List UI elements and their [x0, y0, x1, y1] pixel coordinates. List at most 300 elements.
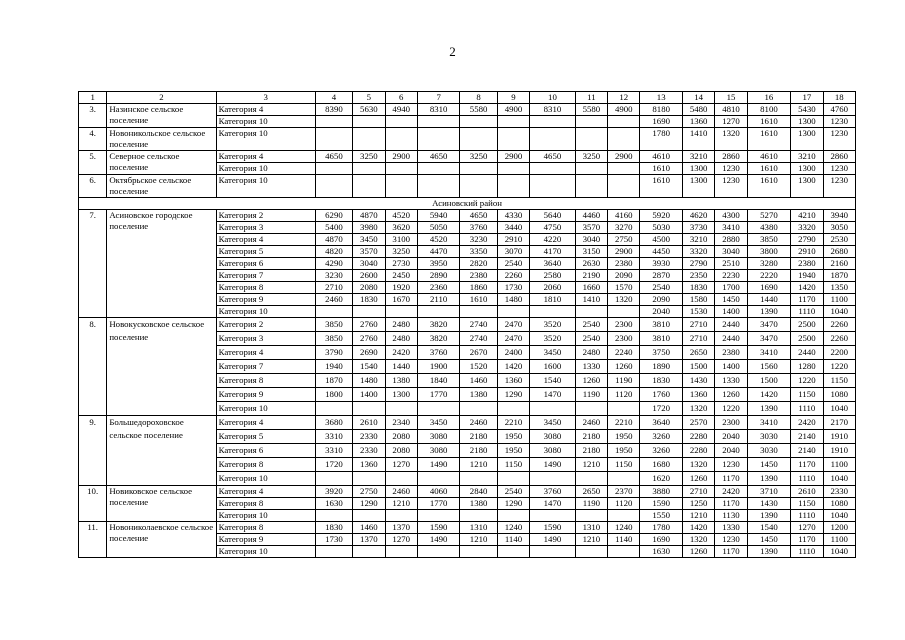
value-cell: 2260 [823, 318, 855, 332]
value-cell: 3440 [497, 222, 529, 234]
value-cell [530, 163, 576, 175]
category-cell: Категория 3 [216, 222, 315, 234]
value-cell: 1290 [497, 388, 529, 402]
page-number: 2 [449, 44, 456, 59]
value-cell: 2740 [460, 332, 497, 346]
value-cell: 2090 [608, 270, 640, 282]
value-cell: 2350 [682, 270, 714, 282]
value-cell: 3030 [747, 430, 791, 444]
value-cell: 1350 [823, 282, 855, 294]
value-cell: 1220 [715, 402, 747, 416]
value-cell: 3230 [315, 270, 352, 282]
column-header: 8 [460, 92, 497, 104]
value-cell: 1610 [747, 163, 791, 175]
value-cell [417, 163, 459, 175]
value-cell: 4750 [530, 222, 576, 234]
value-cell: 4520 [385, 210, 417, 222]
table-row [79, 104, 856, 116]
column-header: 12 [608, 92, 640, 104]
value-cell [315, 116, 352, 128]
value-cell: 2880 [715, 234, 747, 246]
value-cell: 1170 [791, 458, 823, 472]
value-cell: 1800 [315, 388, 352, 402]
value-cell: 1230 [715, 534, 747, 546]
value-cell: 1110 [791, 306, 823, 318]
value-cell: 2790 [791, 234, 823, 246]
value-cell: 4220 [530, 234, 576, 246]
value-cell: 1590 [640, 498, 682, 510]
value-cell: 1290 [497, 498, 529, 510]
value-cell: 4060 [417, 486, 459, 498]
value-cell: 1300 [682, 163, 714, 175]
value-cell [530, 175, 576, 198]
category-cell: Категория 10 [216, 116, 315, 128]
value-cell: 1400 [715, 306, 747, 318]
value-cell: 2540 [575, 332, 607, 346]
value-cell: 1390 [747, 510, 791, 522]
value-cell: 2300 [608, 332, 640, 346]
value-cell [417, 128, 459, 151]
value-cell: 2040 [715, 444, 747, 458]
category-cell: Категория 10 [216, 402, 315, 416]
value-cell: 3250 [460, 151, 497, 163]
value-cell: 3800 [747, 246, 791, 258]
value-cell: 1290 [353, 498, 385, 510]
column-header: 1 [79, 92, 107, 104]
value-cell: 1540 [530, 374, 576, 388]
value-cell: 5580 [575, 104, 607, 116]
value-cell: 1460 [353, 522, 385, 534]
value-cell: 2580 [530, 270, 576, 282]
value-cell: 1390 [747, 402, 791, 416]
value-cell: 2180 [575, 444, 607, 458]
value-cell: 5940 [417, 210, 459, 222]
row-number: 8. [79, 318, 107, 416]
value-cell: 1950 [608, 444, 640, 458]
value-cell: 4650 [530, 151, 576, 163]
value-cell: 3850 [747, 234, 791, 246]
value-cell: 2610 [791, 486, 823, 498]
value-cell: 3070 [497, 246, 529, 258]
value-cell [608, 472, 640, 486]
value-cell: 3310 [315, 444, 352, 458]
table-row [79, 210, 856, 222]
value-cell: 1150 [497, 458, 529, 472]
value-cell: 4650 [417, 151, 459, 163]
value-cell: 3210 [791, 151, 823, 163]
value-cell: 3710 [747, 486, 791, 498]
value-cell: 1330 [715, 522, 747, 534]
value-cell: 3810 [640, 318, 682, 332]
value-cell: 2180 [460, 444, 497, 458]
value-cell: 5270 [747, 210, 791, 222]
value-cell [460, 175, 497, 198]
value-cell: 5920 [640, 210, 682, 222]
value-cell: 1170 [715, 472, 747, 486]
value-cell: 1150 [823, 374, 855, 388]
value-cell: 1570 [608, 282, 640, 294]
value-cell [385, 163, 417, 175]
value-cell: 2870 [640, 270, 682, 282]
value-cell: 3310 [315, 430, 352, 444]
value-cell: 2190 [575, 270, 607, 282]
value-cell: 1500 [747, 374, 791, 388]
value-cell: 1100 [823, 534, 855, 546]
value-cell: 1870 [315, 374, 352, 388]
value-cell: 4620 [682, 210, 714, 222]
value-cell: 2360 [417, 282, 459, 294]
value-cell [417, 546, 459, 558]
value-cell [530, 546, 576, 558]
value-cell: 1680 [640, 458, 682, 472]
value-cell: 1630 [315, 498, 352, 510]
value-cell: 4330 [497, 210, 529, 222]
value-cell: 1940 [315, 360, 352, 374]
column-header: 3 [216, 92, 315, 104]
value-cell: 2540 [497, 258, 529, 270]
value-cell: 4450 [640, 246, 682, 258]
category-cell: Категория 4 [216, 486, 315, 498]
district-row [79, 198, 856, 210]
value-cell [575, 163, 607, 175]
settlement-name: Новокусковское сельское поселение [107, 318, 216, 416]
table-row [79, 175, 856, 198]
value-cell: 1270 [715, 116, 747, 128]
value-cell: 3280 [747, 258, 791, 270]
value-cell: 2280 [682, 430, 714, 444]
value-cell: 3040 [715, 246, 747, 258]
value-cell: 2220 [747, 270, 791, 282]
value-cell: 1170 [715, 546, 747, 558]
value-cell [608, 306, 640, 318]
value-cell: 1130 [715, 510, 747, 522]
value-cell: 3940 [823, 210, 855, 222]
value-cell: 1660 [575, 282, 607, 294]
value-cell: 3260 [640, 444, 682, 458]
value-cell: 5580 [460, 104, 497, 116]
value-cell: 6290 [315, 210, 352, 222]
value-cell: 1610 [747, 128, 791, 151]
value-cell [315, 306, 352, 318]
table-row [79, 522, 856, 534]
value-cell: 1770 [417, 498, 459, 510]
value-cell: 3790 [315, 346, 352, 360]
value-cell: 2040 [640, 306, 682, 318]
value-cell [417, 402, 459, 416]
category-cell: Категория 5 [216, 246, 315, 258]
value-cell: 8180 [640, 104, 682, 116]
value-cell: 1480 [497, 294, 529, 306]
value-cell: 1410 [682, 128, 714, 151]
value-cell: 1370 [385, 522, 417, 534]
value-cell: 4650 [460, 210, 497, 222]
value-cell: 1900 [417, 360, 459, 374]
value-cell: 2080 [385, 430, 417, 444]
value-cell: 2280 [682, 444, 714, 458]
value-cell [608, 163, 640, 175]
category-cell: Категория 2 [216, 210, 315, 222]
value-cell: 1860 [460, 282, 497, 294]
value-cell: 1520 [460, 360, 497, 374]
value-cell: 2480 [385, 332, 417, 346]
value-cell [315, 546, 352, 558]
value-cell: 4870 [315, 234, 352, 246]
value-cell: 2140 [791, 444, 823, 458]
table-row [79, 486, 856, 498]
value-cell [608, 175, 640, 198]
value-cell: 1830 [315, 522, 352, 534]
value-cell: 2540 [640, 282, 682, 294]
value-cell: 2910 [791, 246, 823, 258]
value-cell [417, 510, 459, 522]
value-cell: 3100 [385, 234, 417, 246]
value-cell: 2370 [608, 486, 640, 498]
value-cell [608, 116, 640, 128]
value-cell: 1140 [608, 534, 640, 546]
value-cell [530, 116, 576, 128]
value-cell: 1170 [791, 534, 823, 546]
value-cell: 3950 [417, 258, 459, 270]
value-cell [530, 128, 576, 151]
row-number: 4. [79, 128, 107, 151]
value-cell: 1420 [497, 360, 529, 374]
value-cell: 1150 [791, 498, 823, 510]
value-cell: 2380 [608, 258, 640, 270]
value-cell [497, 116, 529, 128]
value-cell: 1300 [682, 175, 714, 198]
value-cell: 2380 [715, 346, 747, 360]
value-cell: 2060 [530, 282, 576, 294]
header-row [79, 92, 856, 104]
value-cell [497, 306, 529, 318]
value-cell: 5400 [315, 222, 352, 234]
column-header: 14 [682, 92, 714, 104]
value-cell [608, 402, 640, 416]
value-cell: 2910 [497, 234, 529, 246]
value-cell: 1910 [823, 444, 855, 458]
value-cell: 2540 [497, 486, 529, 498]
value-cell: 3270 [608, 222, 640, 234]
value-cell: 1280 [791, 360, 823, 374]
value-cell: 1040 [823, 546, 855, 558]
value-cell: 1040 [823, 510, 855, 522]
category-cell: Категория 9 [216, 294, 315, 306]
value-cell: 2460 [315, 294, 352, 306]
column-header: 6 [385, 92, 417, 104]
value-cell: 3640 [640, 416, 682, 430]
value-cell: 5480 [682, 104, 714, 116]
column-header: 5 [353, 92, 385, 104]
value-cell: 1610 [640, 163, 682, 175]
category-cell: Категория 10 [216, 472, 315, 486]
value-cell: 1480 [353, 374, 385, 388]
value-cell: 1190 [575, 498, 607, 510]
value-cell: 4820 [315, 246, 352, 258]
value-cell: 3410 [747, 346, 791, 360]
value-cell: 1190 [575, 388, 607, 402]
value-cell: 3450 [417, 416, 459, 430]
value-cell [497, 472, 529, 486]
value-cell: 1240 [608, 522, 640, 534]
value-cell: 1310 [460, 522, 497, 534]
value-cell: 1330 [575, 360, 607, 374]
value-cell: 5030 [640, 222, 682, 234]
value-cell: 1690 [747, 282, 791, 294]
value-cell [608, 128, 640, 151]
value-cell: 2480 [385, 318, 417, 332]
value-cell [575, 175, 607, 198]
table-body [79, 92, 856, 558]
value-cell: 1870 [823, 270, 855, 282]
value-cell [460, 546, 497, 558]
value-cell: 1230 [715, 458, 747, 472]
value-cell [460, 128, 497, 151]
value-cell: 2340 [385, 416, 417, 430]
value-cell: 2710 [682, 486, 714, 498]
value-cell: 1260 [682, 546, 714, 558]
value-cell: 1360 [682, 116, 714, 128]
value-cell: 1630 [640, 546, 682, 558]
value-cell: 2650 [682, 346, 714, 360]
value-cell: 3520 [530, 332, 576, 346]
value-cell [575, 306, 607, 318]
category-cell: Категория 8 [216, 282, 315, 294]
value-cell: 1110 [791, 546, 823, 558]
value-cell: 3320 [791, 222, 823, 234]
value-cell: 1320 [715, 128, 747, 151]
value-cell: 1300 [791, 128, 823, 151]
value-cell [608, 510, 640, 522]
value-cell: 1540 [353, 360, 385, 374]
value-cell [497, 175, 529, 198]
value-cell: 4940 [385, 104, 417, 116]
value-cell: 1400 [715, 360, 747, 374]
value-cell: 1830 [353, 294, 385, 306]
value-cell: 1170 [715, 498, 747, 510]
value-cell: 1370 [353, 534, 385, 546]
settlement-name: Октябрьское сельское поселение [107, 175, 216, 198]
value-cell: 4900 [497, 104, 529, 116]
value-cell: 2610 [353, 416, 385, 430]
row-number: 7. [79, 210, 107, 318]
value-cell: 3450 [530, 346, 576, 360]
value-cell: 2750 [353, 486, 385, 498]
value-cell: 1610 [640, 175, 682, 198]
value-cell: 2820 [460, 258, 497, 270]
column-header: 11 [575, 92, 607, 104]
category-cell: Категория 4 [216, 234, 315, 246]
value-cell: 1580 [682, 294, 714, 306]
value-cell: 1770 [417, 388, 459, 402]
value-cell: 1320 [608, 294, 640, 306]
settlement-name: Новоникольское сельское поселение [107, 128, 216, 151]
value-cell: 2160 [823, 258, 855, 270]
value-cell: 1260 [682, 472, 714, 486]
value-cell: 2760 [353, 332, 385, 346]
value-cell [460, 510, 497, 522]
value-cell: 4460 [575, 210, 607, 222]
value-cell: 3150 [575, 246, 607, 258]
value-cell: 3450 [530, 416, 576, 430]
value-cell: 1300 [791, 175, 823, 198]
value-cell: 1530 [682, 306, 714, 318]
value-cell: 2240 [608, 346, 640, 360]
value-cell [353, 116, 385, 128]
value-cell: 3850 [315, 332, 352, 346]
value-cell: 1270 [385, 534, 417, 546]
value-cell: 2900 [497, 151, 529, 163]
value-cell: 8310 [530, 104, 576, 116]
value-cell: 1320 [682, 534, 714, 546]
value-cell: 2500 [791, 332, 823, 346]
settlement-name: Асиновское городское поселение [107, 210, 216, 318]
value-cell: 2420 [385, 346, 417, 360]
value-cell: 8310 [417, 104, 459, 116]
value-cell: 1920 [385, 282, 417, 294]
value-cell: 1380 [385, 374, 417, 388]
category-cell: Категория 10 [216, 306, 315, 318]
value-cell [530, 510, 576, 522]
value-cell: 4900 [608, 104, 640, 116]
district-name: Асиновский район [79, 198, 856, 210]
settlement-name: Назинское сельское поселение [107, 104, 216, 128]
value-cell: 1210 [460, 534, 497, 546]
value-cell: 1040 [823, 472, 855, 486]
value-cell: 4210 [791, 210, 823, 222]
category-cell: Категория 9 [216, 388, 315, 402]
value-cell: 2900 [608, 151, 640, 163]
value-cell [417, 175, 459, 198]
value-cell: 1720 [315, 458, 352, 472]
value-cell: 2860 [823, 151, 855, 163]
value-cell: 1610 [460, 294, 497, 306]
value-cell: 1590 [530, 522, 576, 534]
category-cell: Категория 5 [216, 430, 315, 444]
value-cell: 2570 [682, 416, 714, 430]
value-cell: 1390 [747, 472, 791, 486]
value-cell: 1230 [715, 163, 747, 175]
value-cell: 1540 [747, 522, 791, 534]
column-header: 13 [640, 92, 682, 104]
value-cell: 3080 [417, 444, 459, 458]
value-cell: 1910 [823, 430, 855, 444]
value-cell [385, 402, 417, 416]
value-cell: 2540 [575, 318, 607, 332]
value-cell [353, 510, 385, 522]
value-cell: 3760 [417, 346, 459, 360]
value-cell: 2890 [417, 270, 459, 282]
value-cell: 1490 [417, 458, 459, 472]
value-cell: 1080 [823, 498, 855, 510]
value-cell: 1330 [715, 374, 747, 388]
value-cell: 1940 [791, 270, 823, 282]
value-cell: 3850 [315, 318, 352, 332]
value-cell: 1120 [608, 498, 640, 510]
value-cell [497, 163, 529, 175]
value-cell: 1100 [823, 458, 855, 472]
value-cell: 1260 [575, 374, 607, 388]
value-cell: 1300 [791, 163, 823, 175]
value-cell: 1360 [682, 388, 714, 402]
value-cell: 2170 [823, 416, 855, 430]
value-cell: 3820 [417, 318, 459, 332]
category-cell: Категория 10 [216, 128, 315, 151]
value-cell: 1220 [823, 360, 855, 374]
value-cell: 3080 [417, 430, 459, 444]
value-cell: 1700 [715, 282, 747, 294]
value-cell: 3930 [640, 258, 682, 270]
value-cell: 3750 [640, 346, 682, 360]
